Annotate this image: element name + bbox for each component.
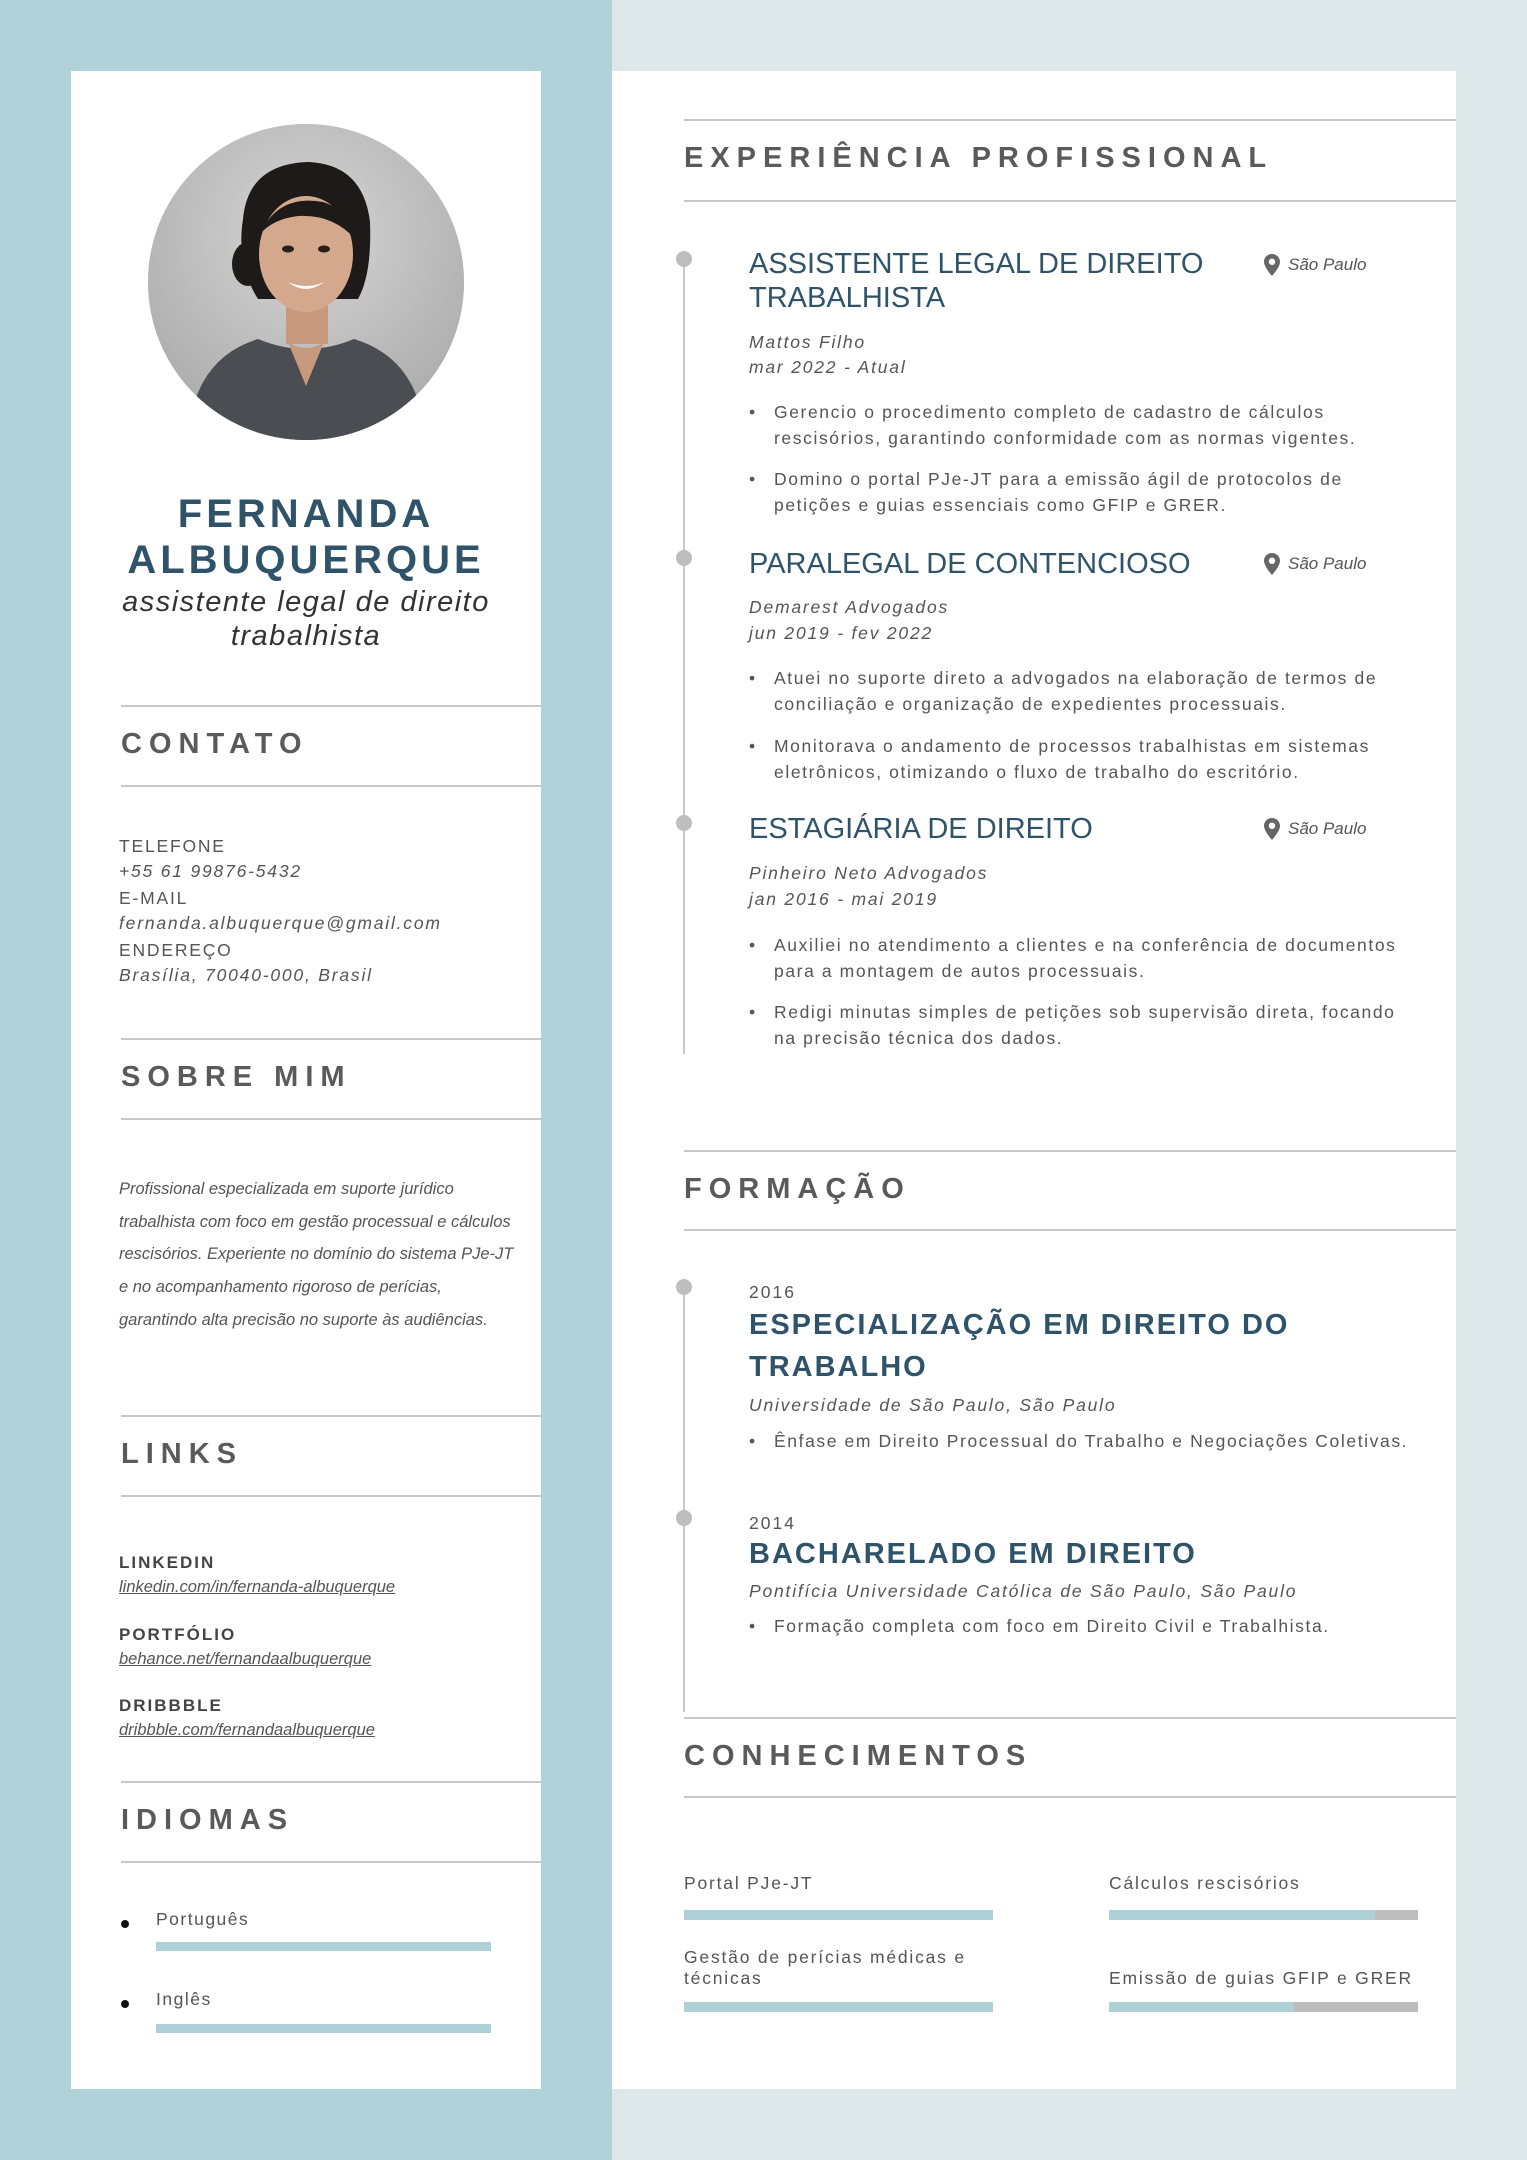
links-heading: LINKS	[121, 1438, 243, 1470]
language-level-bar	[156, 1942, 491, 1951]
profile-photo	[148, 124, 464, 440]
language-name: Português	[156, 1909, 250, 1929]
dribbble-link[interactable]: dribbble.com/fernandaalbuquerque	[119, 1721, 375, 1739]
divider	[684, 1150, 1456, 1152]
job-company: Pinheiro Neto Advogados	[749, 863, 989, 883]
education-bullet: • Ênfase em Direito Processual do Trabalho e Negociações Coletivas.	[749, 1429, 1409, 1455]
divider	[121, 1415, 541, 1417]
skill-level-fill	[1109, 2002, 1294, 2012]
language-bullet	[121, 1920, 129, 1928]
language-bullet	[121, 2000, 129, 2008]
education-heading: FORMAÇÃO	[684, 1173, 911, 1205]
portfolio-label: PORTFÓLIO	[119, 1625, 237, 1644]
job-bullet: • Domino o portal PJe-JT para a emissão ágil de protocolos de petições e guias essenciais como GFIP e GRER.	[749, 467, 1409, 518]
map-pin-icon	[1264, 254, 1280, 276]
divider	[121, 785, 541, 787]
job-location	[1264, 553, 1366, 575]
phone-label: TELEFONE	[119, 836, 226, 856]
skill-level-fill	[684, 2002, 993, 2012]
timeline-dot	[676, 1279, 692, 1295]
education-year: 2014	[749, 1513, 796, 1533]
divider	[121, 1861, 541, 1863]
skill-level-bar	[1109, 2002, 1418, 2012]
divider	[121, 1038, 541, 1040]
education-timeline	[683, 1287, 685, 1712]
education-year: 2016	[749, 1282, 796, 1302]
skill-level-fill	[1109, 1910, 1375, 1920]
divider	[121, 1781, 541, 1783]
divider	[121, 1118, 541, 1120]
job-bullet: • Auxiliei no atendimento a clientes e na conferência de documentos para a montagem de autos processuais.	[749, 933, 1409, 984]
job-bullet: • Atuei no suporte direto a advogados na elaboração de termos de conciliação e organização de expedientes processuais.	[749, 666, 1409, 717]
job-location	[1264, 254, 1366, 276]
skill-name: Emissão de guias GFIP e GRER	[1109, 1968, 1413, 1988]
education-title: BACHARELADO EM DIREITO	[749, 1538, 1197, 1570]
job-bullet: • Monitorava o andamento de processos trabalhistas em sistemas eletrônicos, otimizando o fluxo de trabalho do escritório.	[749, 734, 1409, 785]
about-text: Profissional especializada em suporte jurídico trabalhista com foco em gestão processual e cálculos rescisórios. Experiente no domínio do sistema PJe-JT e no acompanhamento rigoroso de perícias, garantindo alta precisão no suporte às audiências.	[119, 1180, 514, 1329]
language-name: Inglês	[156, 1989, 212, 2009]
dribbble-label: DRIBBBLE	[119, 1696, 223, 1715]
job-title: PARALEGAL DE CONTENCIOSO	[749, 548, 1191, 580]
contact-heading: CONTATO	[121, 728, 309, 760]
job-location-label: São Paulo	[1288, 554, 1367, 573]
profile-photo-illustration	[148, 124, 464, 440]
timeline-dot	[676, 1510, 692, 1526]
job-bullet: • Gerencio o procedimento completo de cadastro de cálculos rescisórios, garantindo conformidade com as normas vigentes.	[749, 400, 1409, 451]
job-period: jun 2019 - fev 2022	[749, 623, 934, 643]
job-location	[1264, 818, 1366, 840]
skill-level-bar	[684, 2002, 993, 2012]
timeline-dot	[676, 815, 692, 831]
linkedin-link[interactable]: linkedin.com/in/fernanda-albuquerque	[119, 1578, 396, 1596]
portfolio-link[interactable]: behance.net/fernandaalbuquerque	[119, 1650, 372, 1668]
job-subtitle: assistente legal de direito trabalhista	[122, 586, 490, 652]
email-value[interactable]: fernanda.albuquerque@gmail.com	[119, 913, 442, 933]
divider	[121, 705, 541, 707]
job-bullet: • Redigi minutas simples de petições sob supervisão direta, focando na precisão técnica dos dados.	[749, 1000, 1409, 1051]
job-location-label: São Paulo	[1288, 255, 1367, 274]
education-bullet: • Formação completa com foco em Direito Civil e Trabalhista.	[749, 1614, 1409, 1640]
address-value: Brasília, 70040-000, Brasil	[119, 965, 373, 985]
skill-level-bar	[1109, 1910, 1418, 1920]
job-company: Demarest Advogados	[749, 597, 950, 617]
timeline-dot	[676, 251, 692, 267]
job-period: mar 2022 - Atual	[749, 357, 907, 377]
divider	[684, 200, 1456, 202]
sidebar-card	[71, 71, 541, 2089]
skill-level-bar	[684, 1910, 993, 1920]
divider	[684, 1717, 1456, 1719]
job-location-label: São Paulo	[1288, 819, 1367, 838]
job-title: ESTAGIÁRIA DE DIREITO	[749, 813, 1093, 845]
linkedin-label: LINKEDIN	[119, 1553, 216, 1572]
about-heading: SOBRE MIM	[121, 1061, 352, 1093]
address-label: ENDEREÇO	[119, 940, 233, 960]
education-school: Universidade de São Paulo, São Paulo	[749, 1395, 1117, 1415]
education-title: ESPECIALIZAÇÃO EM DIREITO DO TRABALHO	[749, 1309, 1290, 1383]
main-card	[612, 71, 1456, 2089]
divider	[684, 119, 1456, 121]
education-school: Pontifícia Universidade Católica de São Paulo, São Paulo	[749, 1581, 1298, 1601]
email-label: E-MAIL	[119, 888, 189, 908]
full-name: FERNANDA ALBUQUERQUE	[127, 492, 485, 582]
timeline-dot	[676, 550, 692, 566]
skill-level-fill	[684, 1910, 993, 1920]
map-pin-icon	[1264, 818, 1280, 840]
divider	[684, 1229, 1456, 1231]
map-pin-icon	[1264, 553, 1280, 575]
skill-name: Gestão de perícias médicas e técnicas	[684, 1947, 966, 1988]
job-title: ASSISTENTE LEGAL DE DIREITO TRABALHISTA	[749, 248, 1204, 314]
job-company: Mattos Filho	[749, 332, 866, 352]
experience-timeline	[683, 259, 685, 1054]
divider	[684, 1796, 1456, 1798]
skill-name: Portal PJe-JT	[684, 1873, 814, 1893]
phone-value: +55 61 99876-5432	[119, 861, 302, 881]
skill-name: Cálculos rescisórios	[1109, 1873, 1301, 1893]
languages-heading: IDIOMAS	[121, 1804, 295, 1836]
language-level-bar	[156, 2024, 491, 2033]
skills-heading: CONHECIMENTOS	[684, 1740, 1033, 1772]
job-period: jan 2016 - mai 2019	[749, 889, 938, 909]
experience-heading: EXPERIÊNCIA PROFISSIONAL	[684, 142, 1274, 174]
divider	[121, 1495, 541, 1497]
